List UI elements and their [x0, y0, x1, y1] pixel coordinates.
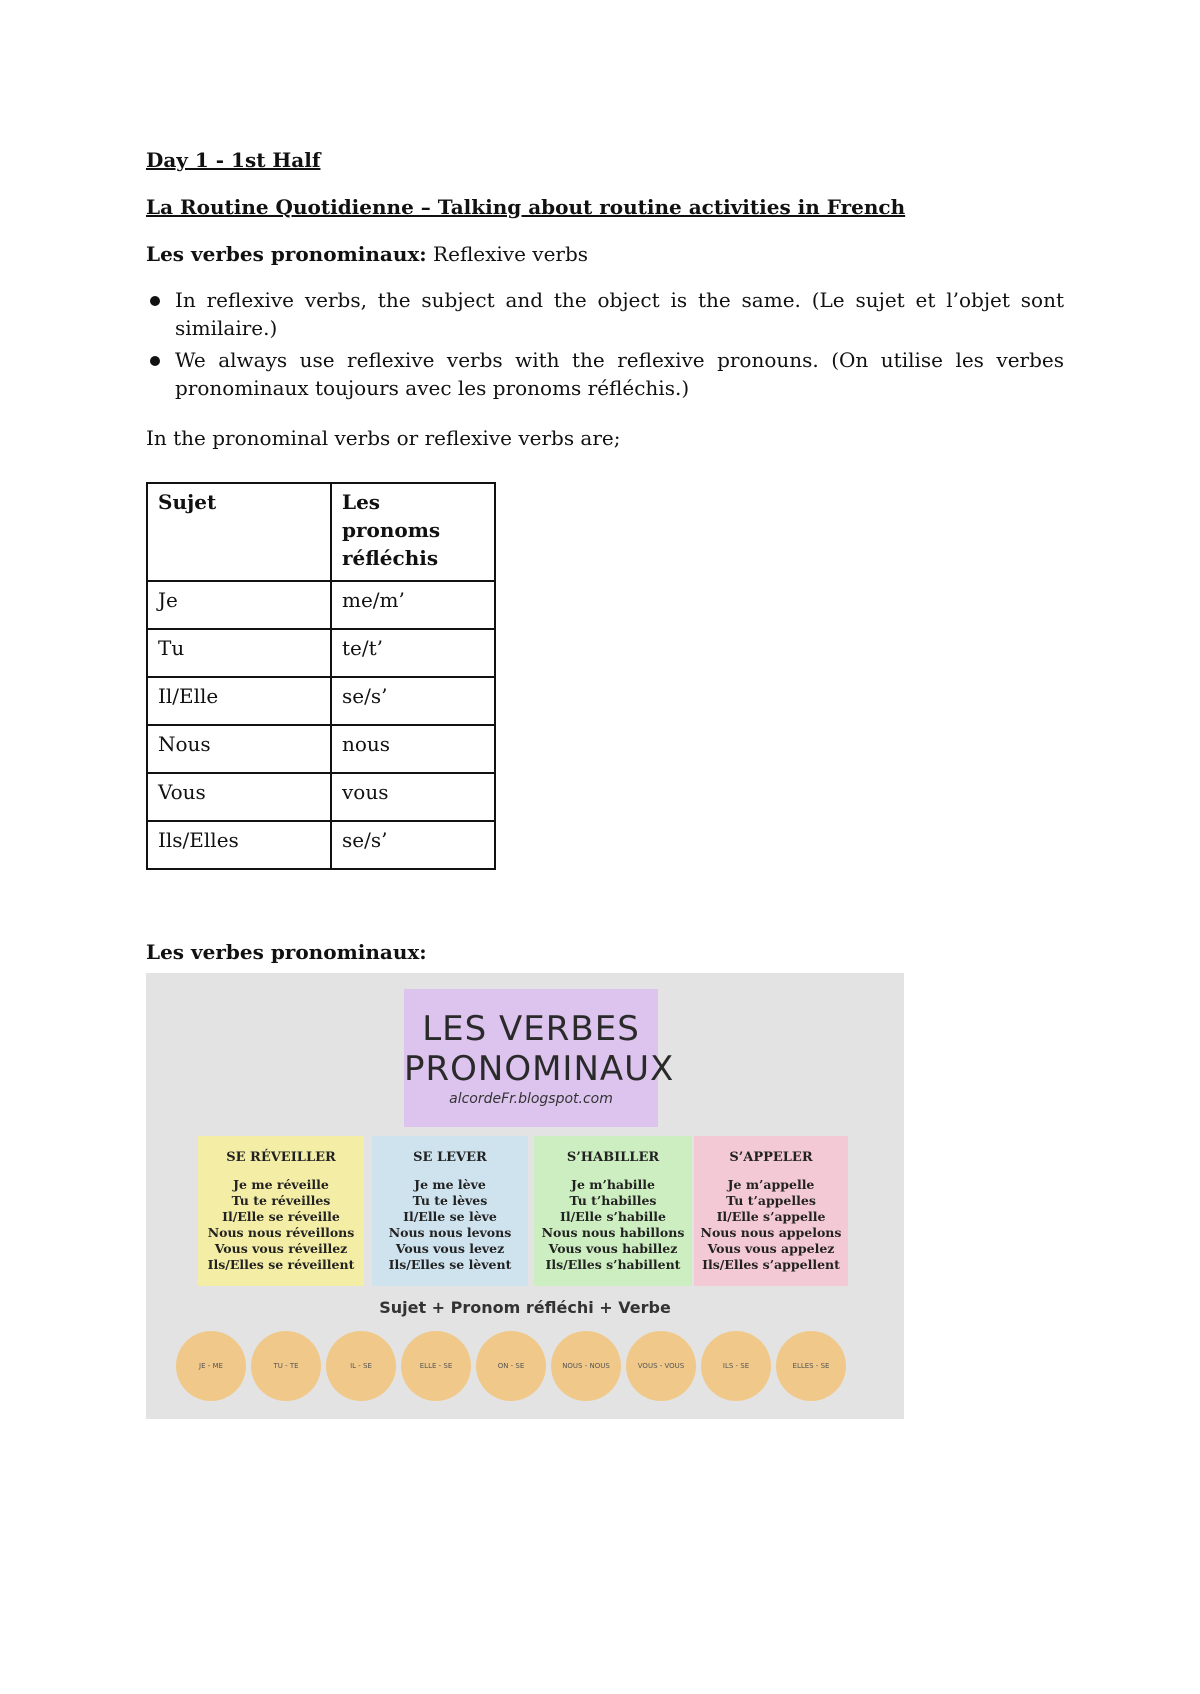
table-cell: te/t’: [331, 629, 495, 677]
pronoun-circle: TU - TE: [251, 1331, 321, 1401]
table-row: [147, 821, 495, 869]
conjugation-line: Je me lève: [414, 1177, 486, 1192]
conjugation-line: Ils/Elles s’habillent: [545, 1257, 681, 1272]
pronoun-circle: NOUS - NOUS: [551, 1331, 621, 1401]
intro-bold: Les verbes pronominaux:: [146, 242, 427, 266]
conjugation-line: Tu te réveilles: [231, 1193, 331, 1208]
bullet-list: [146, 286, 1064, 406]
table-cell: Je: [147, 581, 331, 629]
conjugation-line: Tu t’appelles: [726, 1193, 816, 1208]
pronoun-circles: [176, 1331, 846, 1401]
conjugation-line: Tu te lèves: [412, 1193, 488, 1208]
conjugation-line: Vous vous appelez: [707, 1241, 835, 1256]
bullet-text: We always use reflexive verbs with the reflexive pronouns. (On utilise les verbes pronominaux toujours avec les pronoms réfléchis.): [175, 348, 1064, 400]
table-cell: se/s’: [331, 821, 495, 869]
bullet-text: In reflexive verbs, the subject and the object is the same. (Le sujet et l’objet sont similaire.): [175, 288, 1064, 340]
infographic-image: [146, 973, 904, 1419]
conjugation-line: Vous vous levez: [395, 1241, 505, 1256]
verb-card-se-lever: [372, 1136, 528, 1286]
table-cell: Tu: [147, 629, 331, 677]
bullet-icon: [150, 296, 160, 306]
conjugation-line: Ils/Elles se lèvent: [388, 1257, 512, 1272]
conjugation-line: Nous nous appelons: [700, 1225, 842, 1240]
conjugation-line: Nous nous levons: [388, 1225, 512, 1240]
pronoun-circle: IL - SE: [326, 1331, 396, 1401]
conjugation-line: Nous nous habillons: [541, 1225, 685, 1240]
infographic-title-line2: PRONOMINAUX: [404, 1049, 675, 1089]
intro-line: [146, 240, 588, 268]
pronoun-circle: ELLES - SE: [776, 1331, 846, 1401]
infographic-header: [404, 989, 675, 1127]
conjugation-line: Je m’appelle: [727, 1177, 815, 1192]
table-header-row: [147, 483, 495, 581]
verb-card-title: SE LEVER: [413, 1150, 487, 1165]
conjugation-line: Il/Elle s’habille: [559, 1209, 666, 1224]
conjugation-line: Je me réveille: [233, 1177, 329, 1192]
table-cell: nous: [331, 725, 495, 773]
conjugation-line: Il/Elle se réveille: [222, 1209, 340, 1224]
table-row: [147, 773, 495, 821]
conjugation-line: Je m’habille: [571, 1177, 655, 1192]
document-title: Day 1 - 1st Half: [146, 148, 321, 172]
subheading: Les verbes pronominaux:: [146, 940, 427, 964]
table-header-cell: Les pronoms réfléchis: [331, 483, 495, 581]
list-item: [146, 286, 1064, 342]
verb-card-s-habiller: [534, 1136, 692, 1286]
conjugation-line: Ils/Elles s’appellent: [702, 1257, 840, 1272]
table-cell: vous: [331, 773, 495, 821]
pronoun-circle: JE - ME: [176, 1331, 246, 1401]
table-row: [147, 725, 495, 773]
verb-card-title: SE RÉVEILLER: [226, 1150, 336, 1165]
pronoun-circle: VOUS - VOUS: [626, 1331, 696, 1401]
section-heading: La Routine Quotidienne – Talking about routine activities in French: [146, 195, 906, 219]
conjugation-line: Il/Elle se lève: [403, 1209, 497, 1224]
pronoun-circle: ILS - SE: [701, 1331, 771, 1401]
table-cell: me/m’: [331, 581, 495, 629]
infographic-site: alcordeFr.blogspot.com: [449, 1091, 613, 1107]
paragraph: In the pronominal verbs or reflexive verbs are;: [146, 426, 621, 450]
pronoun-table: [146, 482, 496, 870]
pronoun-circle: ON - SE: [476, 1331, 546, 1401]
list-item: [146, 346, 1064, 402]
conjugation-line: Vous vous habillez: [548, 1241, 678, 1256]
table-cell: Il/Elle: [147, 677, 331, 725]
conjugation-line: Nous nous réveillons: [207, 1225, 355, 1240]
table-row: [147, 677, 495, 725]
verb-card-title: S’APPELER: [729, 1150, 813, 1165]
infographic-title-line1: LES VERBES: [422, 1009, 640, 1049]
verb-card-s-appeler: [694, 1136, 848, 1286]
table-row: [147, 629, 495, 677]
bullet-icon: [150, 356, 160, 366]
table-cell: Ils/Elles: [147, 821, 331, 869]
table-header-cell: Sujet: [147, 483, 331, 581]
verb-card-title: S’HABILLER: [566, 1150, 660, 1165]
verb-card-se-reveiller: [198, 1136, 364, 1286]
conjugation-line: Tu t’habilles: [569, 1193, 657, 1208]
conjugation-line: Il/Elle s’appelle: [716, 1209, 826, 1224]
pronoun-circle: ELLE - SE: [401, 1331, 471, 1401]
table-cell: Vous: [147, 773, 331, 821]
table-row: [147, 581, 495, 629]
formula-text: Sujet + Pronom réfléchi + Verbe: [379, 1298, 671, 1317]
table-cell: Nous: [147, 725, 331, 773]
conjugation-line: Vous vous réveillez: [214, 1241, 348, 1256]
intro-rest: Reflexive verbs: [426, 242, 589, 266]
table-cell: se/s’: [331, 677, 495, 725]
conjugation-line: Ils/Elles se réveillent: [207, 1257, 355, 1272]
